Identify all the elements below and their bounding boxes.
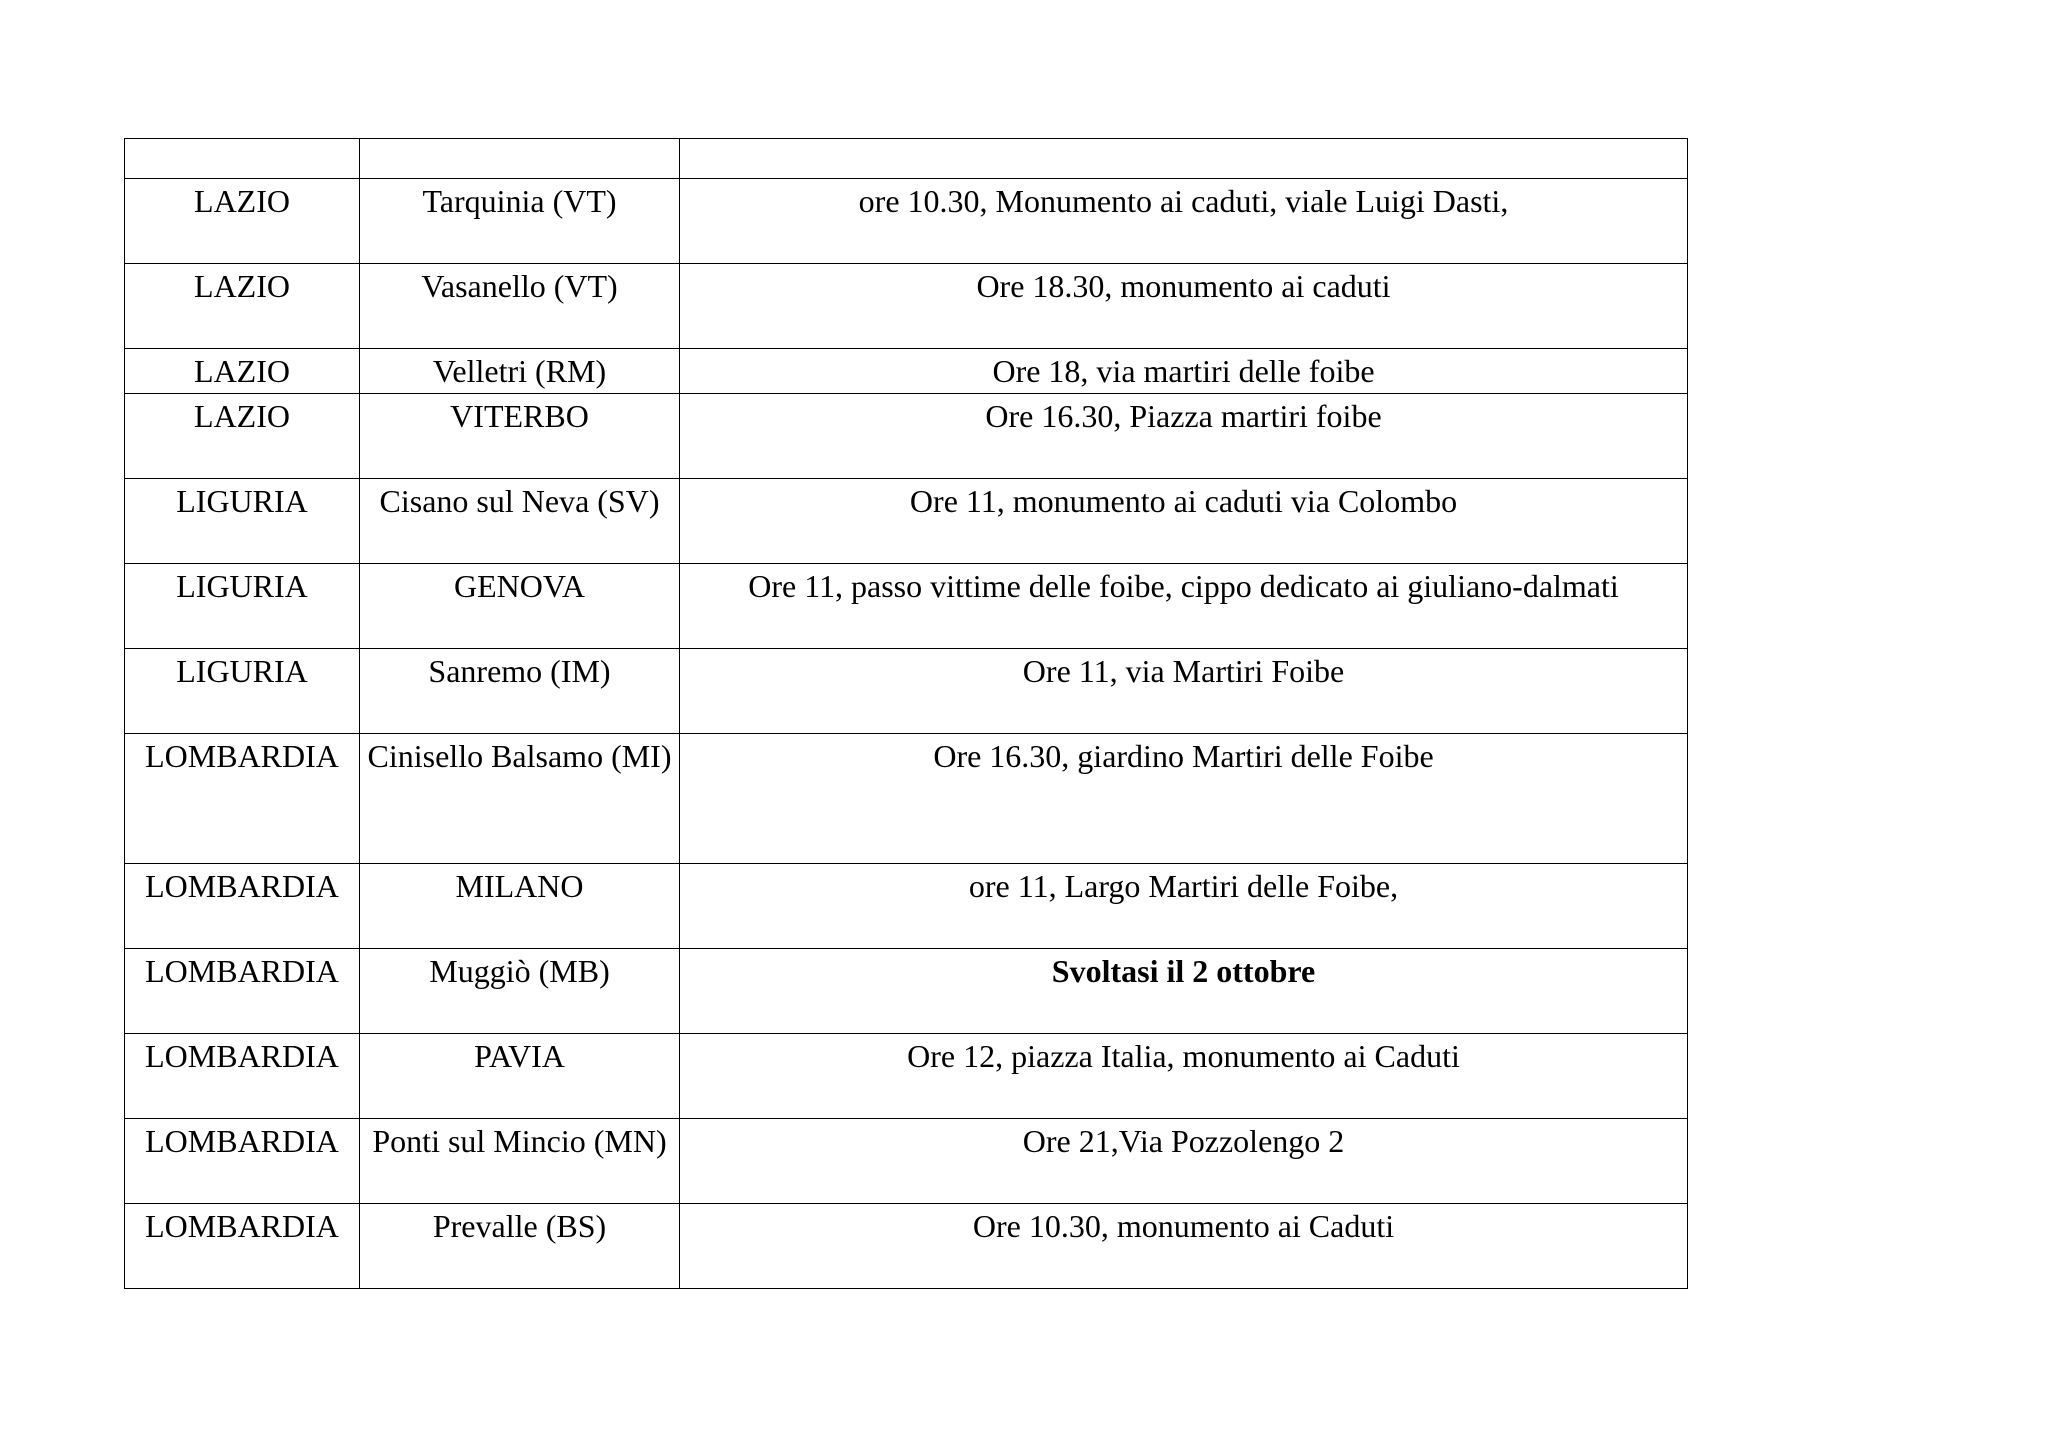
table-row	[125, 1204, 1688, 1289]
region-cell: LAZIO	[125, 349, 360, 394]
event-cell: Ore 16.30, Piazza martiri foibe	[680, 394, 1688, 479]
event-cell: Ore 10.30, monumento ai Caduti	[680, 1204, 1688, 1289]
region-cell: LIGURIA	[125, 479, 360, 564]
event-cell: Ore 11, monumento ai caduti via Colombo	[680, 479, 1688, 564]
table-row	[125, 394, 1688, 479]
events-table-body	[125, 139, 1688, 1289]
city-cell: PAVIA	[360, 1034, 680, 1119]
table-row	[125, 179, 1688, 264]
event-cell: Ore 12, piazza Italia, monumento ai Caduti	[680, 1034, 1688, 1119]
region-cell: LOMBARDIA	[125, 734, 360, 864]
city-cell: Tarquinia (VT)	[360, 179, 680, 264]
city-cell: VITERBO	[360, 394, 680, 479]
table-row	[125, 864, 1688, 949]
region-cell: LIGURIA	[125, 649, 360, 734]
region-cell: LIGURIA	[125, 564, 360, 649]
region-cell: LOMBARDIA	[125, 864, 360, 949]
region-cell: LOMBARDIA	[125, 1034, 360, 1119]
table-row	[125, 734, 1688, 864]
table-row	[125, 264, 1688, 349]
city-cell: Sanremo (IM)	[360, 649, 680, 734]
city-cell: Cinisello Balsamo (MI)	[360, 734, 680, 864]
city-cell: Muggiò (MB)	[360, 949, 680, 1034]
region-cell: LOMBARDIA	[125, 1204, 360, 1289]
table-row	[125, 949, 1688, 1034]
event-cell: ore 11, Largo Martiri delle Foibe,	[680, 864, 1688, 949]
region-cell	[125, 139, 360, 179]
table-row	[125, 1119, 1688, 1204]
region-cell: LOMBARDIA	[125, 1119, 360, 1204]
city-cell: Cisano sul Neva (SV)	[360, 479, 680, 564]
table-row	[125, 1034, 1688, 1119]
table-row	[125, 349, 1688, 394]
event-cell: Ore 11, passo vittime delle foibe, cippo dedicato ai giuliano-dalmati	[680, 564, 1688, 649]
city-cell: MILANO	[360, 864, 680, 949]
region-cell: LAZIO	[125, 264, 360, 349]
city-cell: Velletri (RM)	[360, 349, 680, 394]
region-cell: LOMBARDIA	[125, 949, 360, 1034]
event-cell: ore 10.30, Monumento ai caduti, viale Luigi Dasti,	[680, 179, 1688, 264]
events-table	[124, 138, 1688, 1289]
region-cell: LAZIO	[125, 394, 360, 479]
city-cell: Ponti sul Mincio (MN)	[360, 1119, 680, 1204]
city-cell: Prevalle (BS)	[360, 1204, 680, 1289]
region-cell: LAZIO	[125, 179, 360, 264]
city-cell: Vasanello (VT)	[360, 264, 680, 349]
event-cell: Ore 18.30, monumento ai caduti	[680, 264, 1688, 349]
event-cell	[680, 139, 1688, 179]
table-row	[125, 649, 1688, 734]
table-row	[125, 564, 1688, 649]
table-row	[125, 479, 1688, 564]
city-cell: GENOVA	[360, 564, 680, 649]
event-cell: Svoltasi il 2 ottobre	[680, 949, 1688, 1034]
event-cell: Ore 16.30, giardino Martiri delle Foibe	[680, 734, 1688, 864]
city-cell	[360, 139, 680, 179]
event-cell: Ore 18, via martiri delle foibe	[680, 349, 1688, 394]
event-cell: Ore 21,Via Pozzolengo 2	[680, 1119, 1688, 1204]
table-row	[125, 139, 1688, 179]
event-cell: Ore 11, via Martiri Foibe	[680, 649, 1688, 734]
